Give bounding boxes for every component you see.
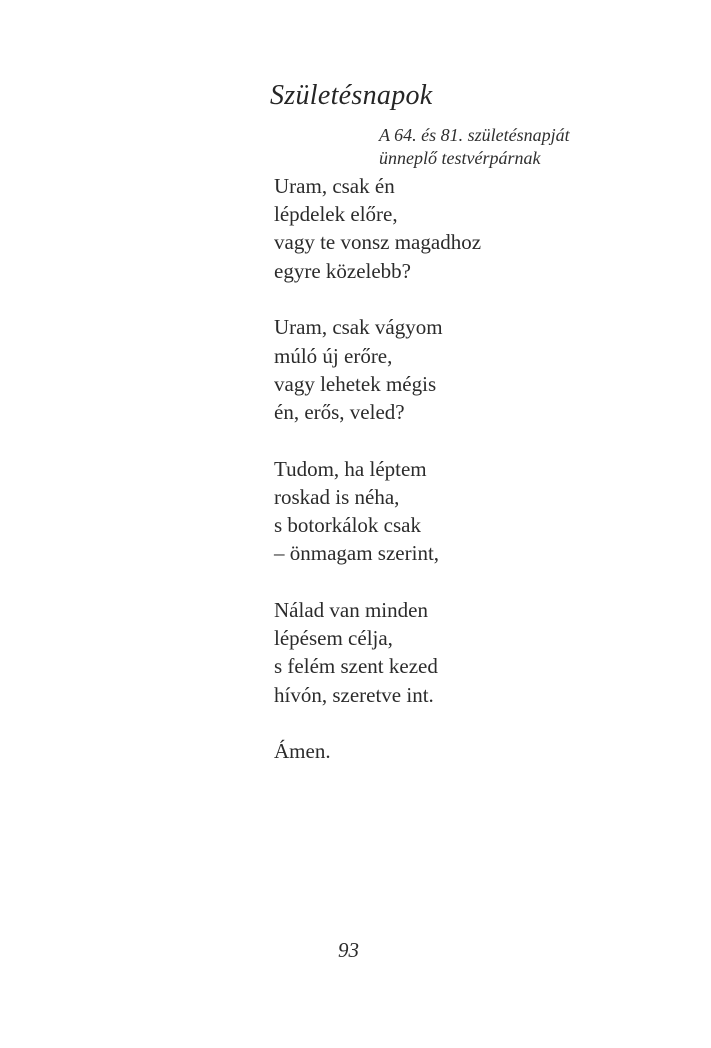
poem-line: roskad is néha, bbox=[274, 484, 400, 509]
poem-line: egyre közelebb? bbox=[274, 258, 412, 283]
poem-title: Születésnapok bbox=[270, 80, 433, 111]
stanza bbox=[274, 313, 481, 426]
poem-line: s felém szent kezed bbox=[274, 654, 438, 679]
stanza bbox=[274, 172, 481, 285]
poem-line: – önmagam szerint, bbox=[274, 541, 440, 566]
poem-line: vagy te vonsz magadhoz bbox=[274, 230, 482, 255]
poem-line: hívón, szeretve int. bbox=[274, 682, 434, 707]
poem-line: Uram, csak én bbox=[274, 174, 395, 198]
dedication-line: A 64. és 81. születésnapját bbox=[379, 125, 570, 145]
poem-line: Tudom, ha léptem bbox=[274, 456, 427, 481]
poem-line: múló új erőre, bbox=[274, 343, 393, 368]
poem-line: lépésem célja, bbox=[274, 626, 393, 651]
poem-line: Nálad van minden bbox=[274, 598, 428, 623]
poem-line: s botorkálok csak bbox=[274, 513, 421, 538]
dedication-line: ünneplő testvérpárnak bbox=[379, 148, 541, 168]
poem-line: lépdelek előre, bbox=[274, 202, 398, 227]
poem-line: én, erős, veled? bbox=[274, 399, 405, 424]
stanza bbox=[274, 596, 481, 709]
poem-line: vagy lehetek mégis bbox=[274, 371, 437, 396]
poem-body bbox=[274, 172, 481, 794]
dedication bbox=[379, 124, 570, 170]
closing-stanza bbox=[274, 737, 481, 765]
page-number: 93 bbox=[338, 938, 359, 962]
closing-amen: Ámen. bbox=[274, 739, 331, 764]
poem-line: Uram, csak vágyom bbox=[274, 315, 443, 340]
stanza bbox=[274, 455, 481, 568]
